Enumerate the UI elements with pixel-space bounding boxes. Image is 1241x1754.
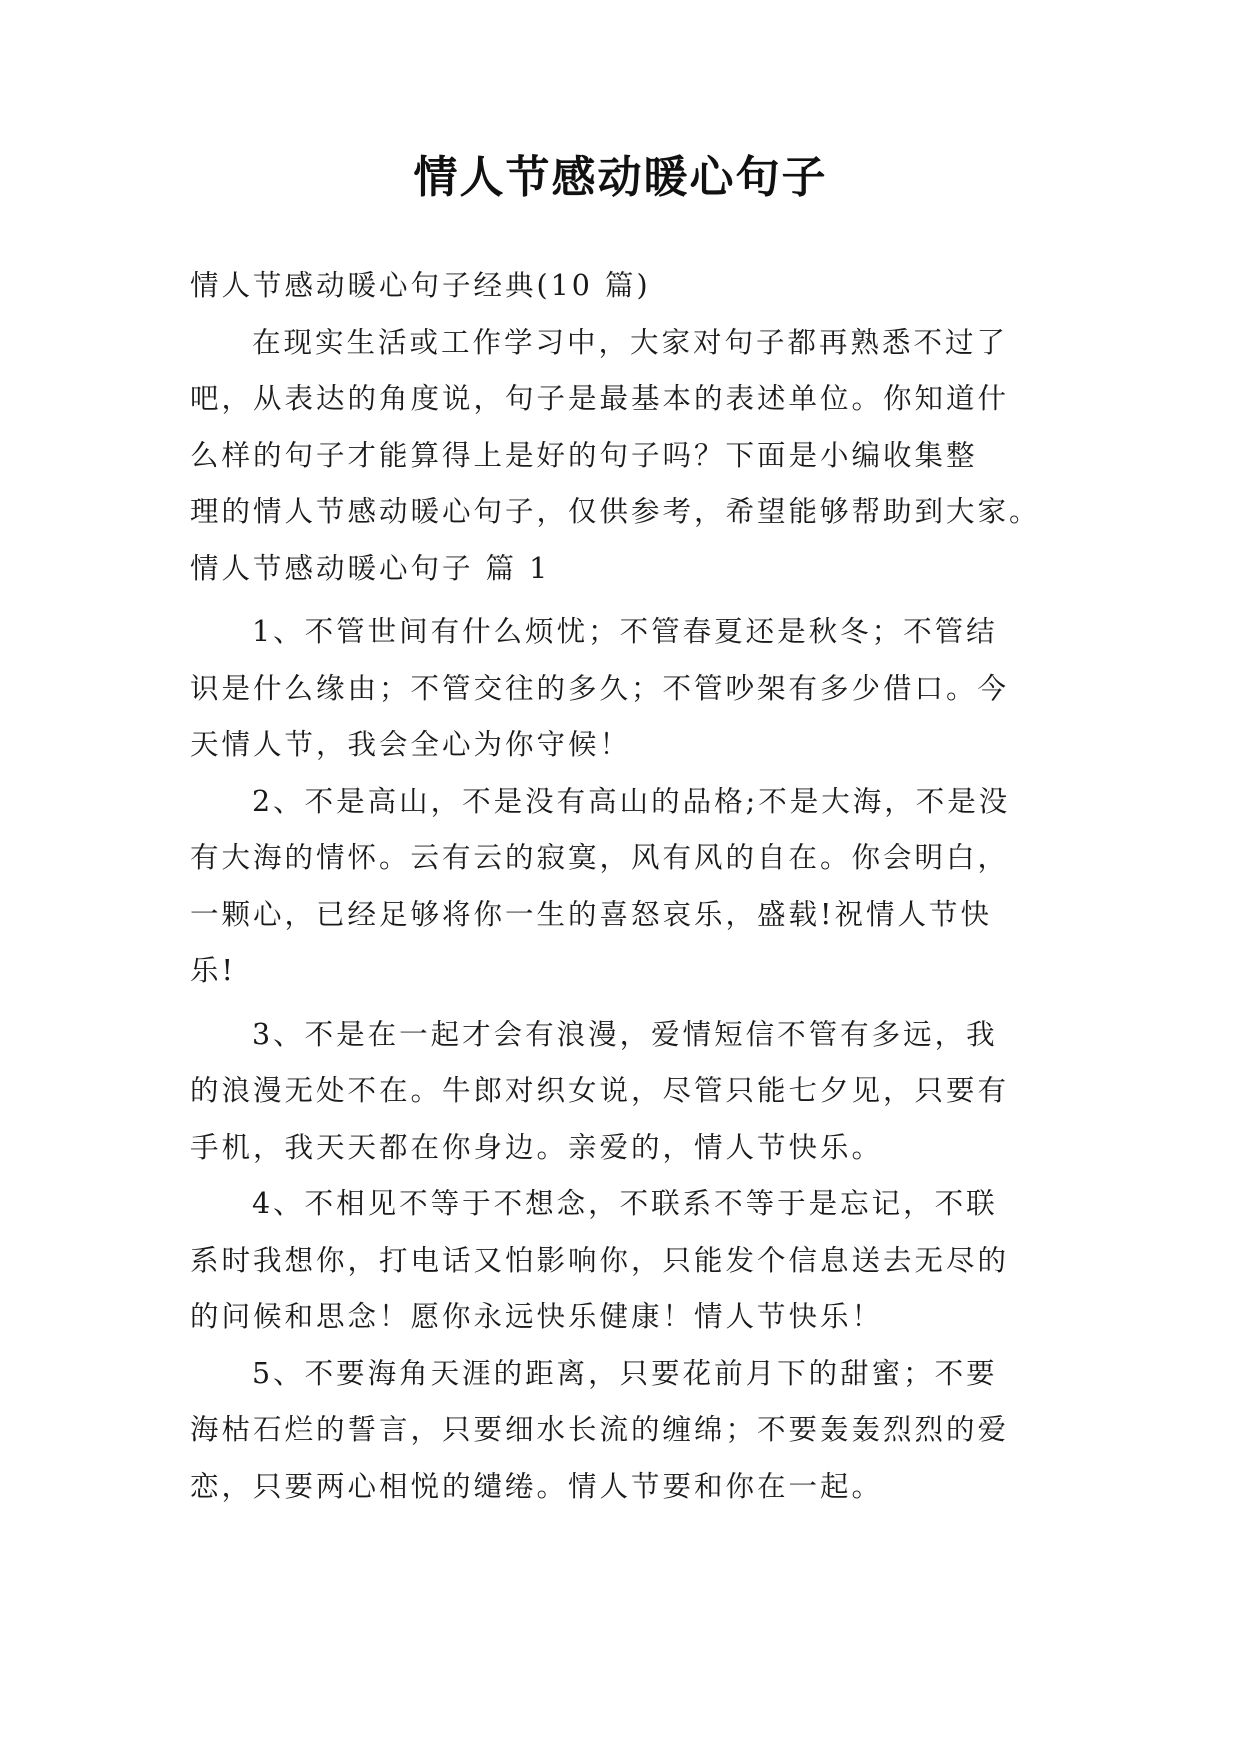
item-line: 乐! [190, 954, 236, 987]
list-item-5 [190, 1346, 1060, 1516]
item-line: 3、不是在一起才会有浪漫，爱情短信不管有多远，我 [252, 1017, 998, 1051]
list-item-4 [190, 1176, 1060, 1346]
intro-line: 理的情人节感动暖心句子，仅供参考，希望能够帮助到大家。 [190, 495, 1041, 528]
item-line: 手机，我天天都在你身边。亲爱的，情人节快乐。 [190, 1130, 884, 1164]
item-line: 4、不相见不等于不想念，不联系不等于是忘记，不联 [252, 1187, 998, 1220]
document-body [190, 258, 1060, 1515]
item-line: 2、不是高山，不是没有高山的品格;不是大海，不是没 [252, 784, 1011, 818]
section-heading: 情人节感动暖心句子 篇 1 [190, 551, 551, 585]
item-line: 恋，只要两心相悦的缱绻。情人节要和你在一起。 [190, 1469, 884, 1503]
document-subtitle: 情人节感动暖心句子经典(10 篇) [190, 269, 651, 302]
item-line: 有大海的情怀。云有云的寂寞，风有风的自在。你会明白， [190, 841, 1010, 874]
document-title: 情人节感动暖心句子 [413, 152, 828, 203]
item-line: 海枯石烂的誓言，只要细水长流的缠绵；不要轰轰烈烈的爱 [190, 1413, 1010, 1446]
item-line: 识是什么缘由；不管交往的多久；不管吵架有多少借口。今 [190, 671, 1010, 705]
item-line: 1、不管世间有什么烦忧；不管春夏还是秋冬；不管结 [252, 615, 998, 648]
intro-line: 么样的句子才能算得上是好的句子吗？下面是小编收集整 [190, 438, 978, 472]
intro-line: 吧，从表达的角度说，句子是最基本的表述单位。你知道什 [190, 382, 1010, 415]
item-line: 的问候和思念！愿你永远快乐健康！情人节快乐！ [190, 1300, 884, 1333]
list-item-2 [190, 774, 1060, 1000]
list-item-3 [190, 1007, 1060, 1177]
intro-line: 在现实生活或工作学习中，大家对句子都再熟悉不过了 [252, 325, 1009, 359]
item-line: 一颗心，已经足够将你一生的喜怒哀乐，盛载!祝情人节快 [190, 897, 992, 931]
intro-paragraph [190, 315, 1060, 541]
item-line: 的浪漫无处不在。牛郎对织女说，尽管只能七夕见，只要有 [190, 1074, 1010, 1107]
item-line: 系时我想你，打电话又怕影响你，只能发个信息送去无尽的 [190, 1243, 1010, 1277]
item-line: 5、不要海角天涯的距离，只要花前月下的甜蜜；不要 [252, 1356, 998, 1390]
list-item-1 [190, 604, 1060, 774]
item-line: 天情人节，我会全心为你守候！ [190, 728, 632, 761]
